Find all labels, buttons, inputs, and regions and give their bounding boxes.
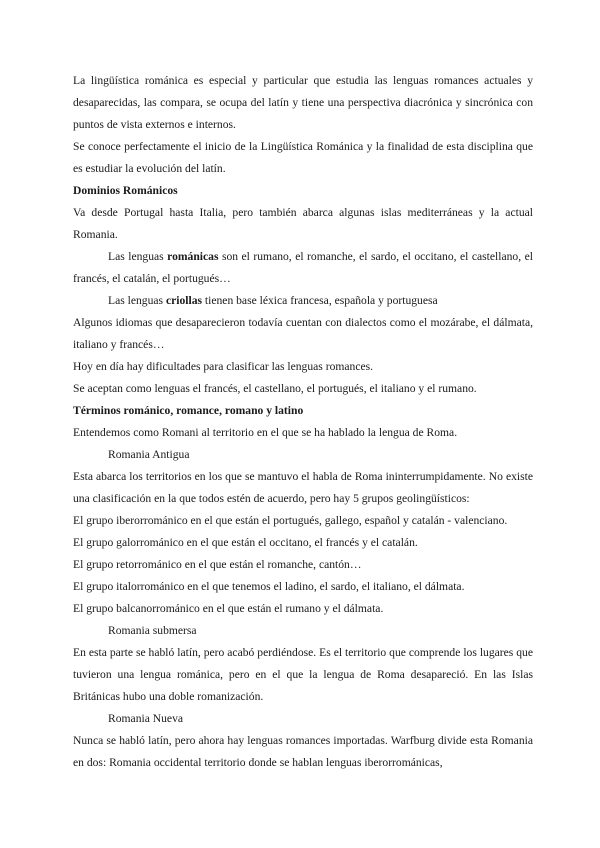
paragraph-criollas: Las lenguas criollas tienen base léxica francesa, española y portuguesa xyxy=(108,294,438,307)
paragraph-dificultades: Hoy en día hay dificultades para clasificar las lenguas romances. xyxy=(73,360,374,373)
subheading-romania-submersa: Romania submersa xyxy=(108,624,197,637)
paragraph-galorromanico: El grupo galorrománico en el que están el occitano, el francés y el catalán. xyxy=(73,536,418,549)
paragraph-antigua: Esta abarca los territorios en los que se mantuvo el habla de Roma ininterrumpidamente. No existe una clasificación en la que todos estén de acuerdo, pero hay 5 grupos geolingüísticos: xyxy=(73,470,533,505)
subheading-romania-nueva: Romania Nueva xyxy=(108,712,184,725)
paragraph-intro: La lingüística románica es especial y particular que estudia las lenguas romances actuales y desaparecidas, las compara, se ocupa del latín y tiene una perspectiva diacrónica y sincrónica con puntos de vista externos e internos. xyxy=(73,74,533,131)
paragraph-retorromanico: El grupo retorrománico en el que están el romanche, cantón… xyxy=(73,558,362,571)
paragraph-extension: Va desde Portugal hasta Italia, pero también abarca algunas islas mediterráneas y la actual Romania. xyxy=(73,206,533,241)
heading-terminos: Términos románico, romance, romano y latino xyxy=(73,404,304,417)
paragraph-desaparecidos: Algunos idiomas que desaparecieron todavía cuentan con dialectos como el mozárabe, el dálmata, italiano y francés… xyxy=(73,316,533,351)
paragraph-balcanorromanico: El grupo balcanorrománico en el que están el rumano y el dálmata. xyxy=(73,602,384,615)
term-criollas: criollas xyxy=(165,294,203,307)
term-romanicas: románicas xyxy=(167,250,219,263)
subheading-romania-antigua: Romania Antigua xyxy=(108,448,190,461)
paragraph-iberorromanico: El grupo iberorrománico en el que están el portugués, gallego, español y catalán - valenciano. xyxy=(73,514,508,527)
paragraph-aceptadas: Se aceptan como lenguas el francés, el castellano, el portugués, el italiano y el rumano. xyxy=(73,382,477,395)
heading-dominios: Dominios Románicos xyxy=(73,184,178,197)
paragraph-romani: Entendemos como Romani al territorio en el que se ha hablado la lengua de Roma. xyxy=(73,426,458,439)
paragraph-origin: Se conoce perfectamente el inicio de la Lingüística Románica y la finalidad de esta disciplina que es estudiar la evolución del latín. xyxy=(73,140,533,175)
paragraph-italorromanico: El grupo italorrománico en el que tenemos el ladino, el sardo, el italiano, el dálmata. xyxy=(73,580,465,593)
paragraph-nueva: Nunca se habló latín, pero ahora hay lenguas romances importadas. Warfburg divide esta Romania en dos: Romania occidental territorio donde se hablan lenguas iberorrománicas, xyxy=(73,734,533,769)
paragraph-submersa: En esta parte se habló latín, pero acabó perdiéndose. Es el territorio que comprende los lugares que tuvieron una lengua románica, pero en el que la lengua de Roma desapareció. En las Islas Británicas hubo una doble romanización. xyxy=(73,646,533,703)
document-body xyxy=(73,70,533,774)
paragraph-romanicas: Las lenguas románicas son el rumano, el romanche, el sardo, el occitano, el castellano, el francés, el catalán, el portugués… xyxy=(73,250,533,285)
